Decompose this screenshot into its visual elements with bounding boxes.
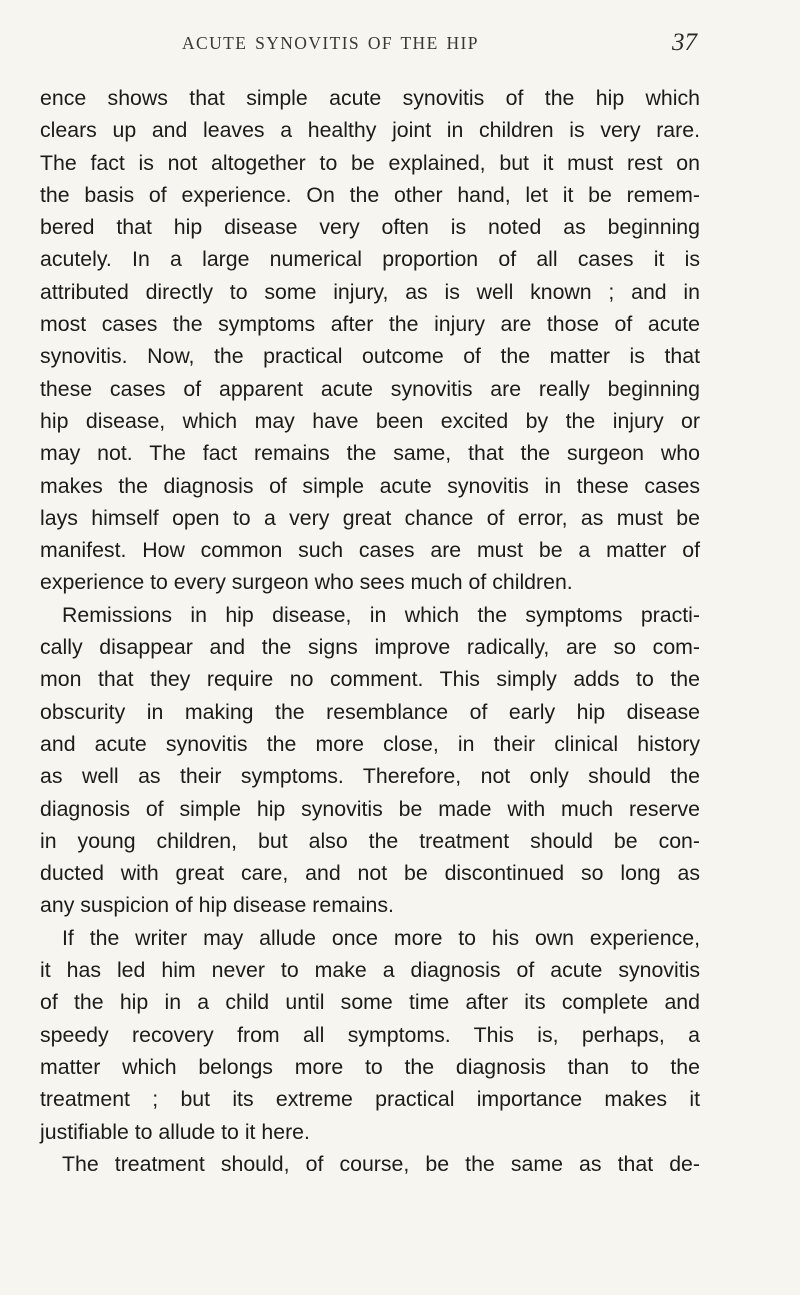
text-line: experience to every surgeon who sees much of children. <box>40 570 573 595</box>
text-line: treatment ; but its extreme practical importance makes it <box>40 1087 700 1112</box>
text-line: ducted with great care, and not be discontinued so long as <box>40 861 700 886</box>
text-line: justifiable to allude to it here. <box>40 1119 310 1144</box>
text-line: the basis of experience. On the other hand, let it be remem- <box>40 182 700 207</box>
text-line: attributed directly to some injury, as is well known ; and in <box>40 279 700 304</box>
text-line: ence shows that simple acute synovitis of the hip which <box>40 86 700 110</box>
text-line: hip disease, which may have been excited by the injury or <box>40 408 700 433</box>
text-line: of the hip in a child until some time after its complete and <box>40 990 700 1015</box>
text-line: cally disappear and the signs improve radically, are so com- <box>40 635 700 660</box>
text-line: and acute synovitis the more close, in their clinical history <box>40 731 700 756</box>
text-line: most cases the symptoms after the injury are those of acute <box>40 312 700 337</box>
page-number: 37 <box>672 29 697 56</box>
text-line: it has led him never to make a diagnosis of acute synovitis <box>40 958 700 983</box>
body-text <box>40 82 700 1180</box>
text-line: The fact is not altogether to be explained, but it must rest on <box>40 150 700 175</box>
running-head <box>0 31 800 55</box>
text-line: as well as their symptoms. Therefore, not only should the <box>40 764 700 789</box>
paragraph-start-line: The treatment should, of course, be the same as that de- <box>62 1151 700 1176</box>
text-line: may not. The fact remains the same, that the surgeon who <box>40 441 700 466</box>
text-line: these cases of apparent acute synovitis are really beginning <box>40 376 700 401</box>
text-line: matter which belongs more to the diagnosis than to the <box>40 1054 700 1079</box>
text-line: acutely. In a large numerical proportion of all cases it is <box>40 247 700 272</box>
text-line: lays himself open to a very great chance of error, as must be <box>40 505 700 530</box>
text-line: clears up and leaves a healthy joint in children is very rare. <box>40 118 700 143</box>
text-line: in young children, but also the treatment should be con- <box>40 828 700 853</box>
text-line: mon that they require no comment. This simply adds to the <box>40 667 700 692</box>
text-line: any suspicion of hip disease remains. <box>40 893 394 918</box>
text-line: obscurity in making the resemblance of early hip disease <box>40 699 700 724</box>
paragraph-start-line: If the writer may allude once more to his own experience, <box>62 925 700 950</box>
running-title: ACUTE SYNOVITIS OF THE HIP <box>182 33 479 53</box>
text-line: synovitis. Now, the practical outcome of the matter is that <box>40 344 700 369</box>
paragraph-start-line: Remissions in hip disease, in which the symptoms practi- <box>62 602 700 627</box>
text-line: speedy recovery from all symptoms. This is, perhaps, a <box>40 1022 700 1047</box>
text-line: diagnosis of simple hip synovitis be made with much reserve <box>40 796 700 821</box>
text-line: manifest. How common such cases are must be a matter of <box>40 538 700 563</box>
text-line: bered that hip disease very often is noted as beginning <box>40 215 700 240</box>
text-line: makes the diagnosis of simple acute synovitis in these cases <box>40 473 700 498</box>
